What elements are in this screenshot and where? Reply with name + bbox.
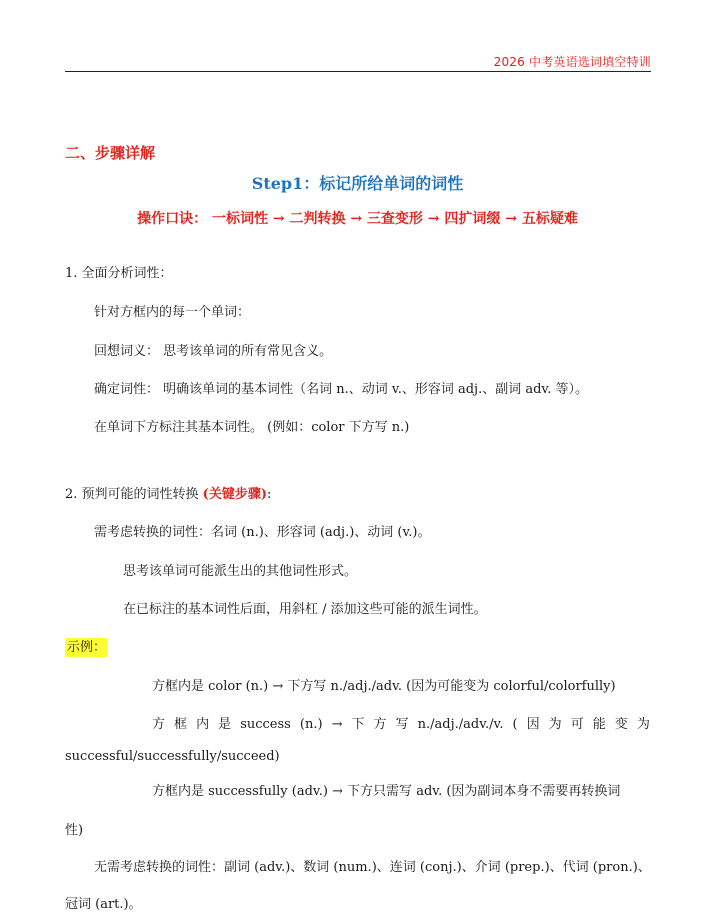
key-step-label: (关键步骤) (202, 487, 267, 502)
step-title: Step1：标记所给单词的词性 (251, 174, 464, 193)
example-2-word: 写 (395, 717, 409, 732)
example-2-word: 方 (152, 717, 166, 732)
example-3: 方框内是 successfully (adv.) → 下方只需写 adv. (因为副词本身不需要再转换词 (152, 784, 621, 799)
point2-line3: 在已标注的基本词性后面，用斜杠 / 添加这些可能的派生词性。 (123, 602, 487, 617)
point1-line1: 针对方框内的每一个单词： (94, 305, 251, 320)
example-2-word: ( (512, 717, 518, 732)
example-2-word: → (331, 717, 343, 732)
page-header-title: 2026 中考英语选词填空特训 (493, 55, 651, 69)
example-2-word: 能 (592, 717, 606, 732)
example-2-word: 为 (636, 717, 650, 732)
example-2-word: 变 (614, 717, 628, 732)
example-label-wrap (65, 639, 108, 656)
example-2-word: 为 (548, 717, 562, 732)
example-2-word: 内 (196, 717, 210, 732)
example-2-word: n./adj./adv./v. (417, 717, 504, 732)
example-3-continued: 性) (65, 823, 84, 838)
point1-line2: 回想词义： 思考该单词的所有常见含义。 (94, 344, 333, 359)
no-convert-line: 无需考虑转换的词性：副词 (adv.)、数词 (num.)、连词 (conj.)、介词 (prep.)、代词 (pron.)、 (94, 860, 651, 875)
point2-heading-suffix: : (266, 487, 272, 502)
point2-line1: 需考虑转换的词性：名词 (n.)、形容词 (adj.)、动词 (v.)。 (94, 525, 431, 540)
point2-line2: 思考该单词可能派生出的其他词性形式。 (123, 564, 358, 579)
example-2-continued: successful/successfully/succeed) (65, 749, 280, 764)
example-2 (152, 716, 650, 733)
example-2-word: 是 (218, 717, 232, 732)
point1-line3: 确定词性： 明确该单词的基本词性（名词 n.、动词 v.、形容词 adj.、副词 adv. 等）。 (94, 382, 588, 397)
example-2-word: 下 (351, 717, 365, 732)
point1-line4: 在单词下方标注其基本词性。 (例如：color 下方写 n.) (94, 420, 410, 435)
example-2-word: (n.) (299, 717, 323, 732)
example-2-word: 可 (570, 717, 584, 732)
example-2-word: 框 (174, 717, 188, 732)
step-mnemonic: 操作口诀： 一标词性 → 二判转换 → 三查变形 → 四扩词缀 → 五标疑难 (137, 211, 578, 227)
example-2-word: success (240, 717, 291, 732)
example-label: 示例： (67, 640, 107, 655)
example-1: 方框内是 color (n.) → 下方写 n./adj./adv. (因为可能变为 colorful/colorfully) (152, 679, 616, 694)
header-divider (65, 71, 651, 72)
example-2-word: 方 (373, 717, 387, 732)
section-title: 二、步骤详解 (65, 144, 156, 162)
point2-heading-text: 2. 预判可能的词性转换 (65, 487, 203, 502)
point2-heading (65, 486, 271, 503)
no-convert-continued: 冠词 (art.)。 (65, 897, 142, 912)
example-2-word: 因 (526, 717, 540, 732)
point1-heading: 1. 全面分析词性： (65, 266, 173, 281)
